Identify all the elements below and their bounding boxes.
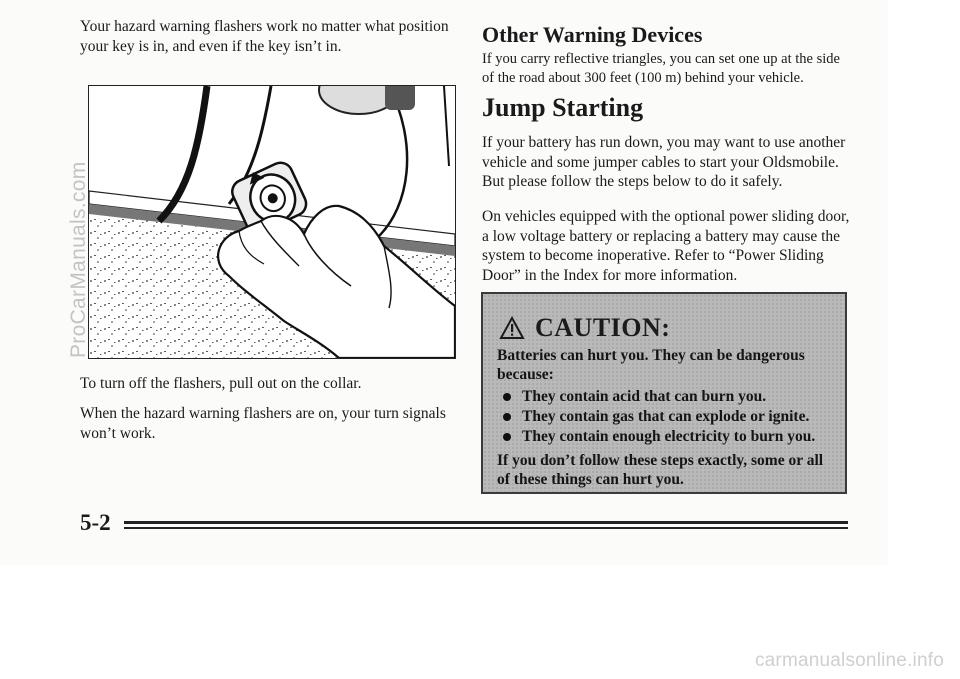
jump-starting-paragraph-2: On vehicles equipped with the optional power sliding door, a low voltage battery or replacing a battery may cause the system to become inoperative. Refer to “Power Sliding Door” in the Index for more information. (482, 208, 850, 284)
caution-closing: If you don’t follow these steps exactly, some or all of these things can hurt you. (497, 452, 824, 488)
warning-triangle-icon (499, 316, 525, 340)
other-warning-text: If you carry reflective triangles, you can set one up at the side of the road about 300 feet (100 m) behind your vehicle. (482, 51, 840, 86)
footer-rule-thick (124, 521, 848, 524)
caution-header (499, 313, 670, 343)
list-item: They contain enough electricity to burn you. (501, 427, 841, 447)
other-warning-heading: Other Warning Devices (482, 22, 703, 47)
turn-off-flashers-text: To turn off the flashers, pull out on the collar. (80, 375, 362, 392)
hand-pulling-collar-drawing (89, 86, 455, 358)
page-number: 5-2 (80, 510, 111, 535)
hazard-intro-text: Your hazard warning flashers work no matter what position your key is in, and even if the key isn’t in. (80, 18, 449, 55)
caution-list (501, 387, 841, 447)
footer-rule-thin (124, 527, 848, 529)
caution-intro: Batteries can hurt you. They can be dangerous because: (497, 347, 805, 383)
caution-box (481, 292, 847, 494)
caution-title: CAUTION: (535, 313, 671, 342)
hazard-flasher-illustration (88, 85, 456, 359)
list-item: They contain acid that can burn you. (501, 387, 841, 407)
site-watermark: carmanualsonline.info (754, 650, 944, 671)
jump-starting-heading: Jump Starting (482, 93, 644, 122)
jump-starting-paragraph-1: If your battery has run down, you may want to use another vehicle and some jumper cables to start your Oldsmobile. But please follow the steps below to do it safely. (482, 134, 846, 190)
side-watermark: ProCarManuals.com (67, 161, 90, 358)
list-item: They contain gas that can explode or ignite. (501, 407, 841, 427)
turn-signals-text: When the hazard warning flashers are on, your turn signals won’t work. (80, 405, 446, 442)
